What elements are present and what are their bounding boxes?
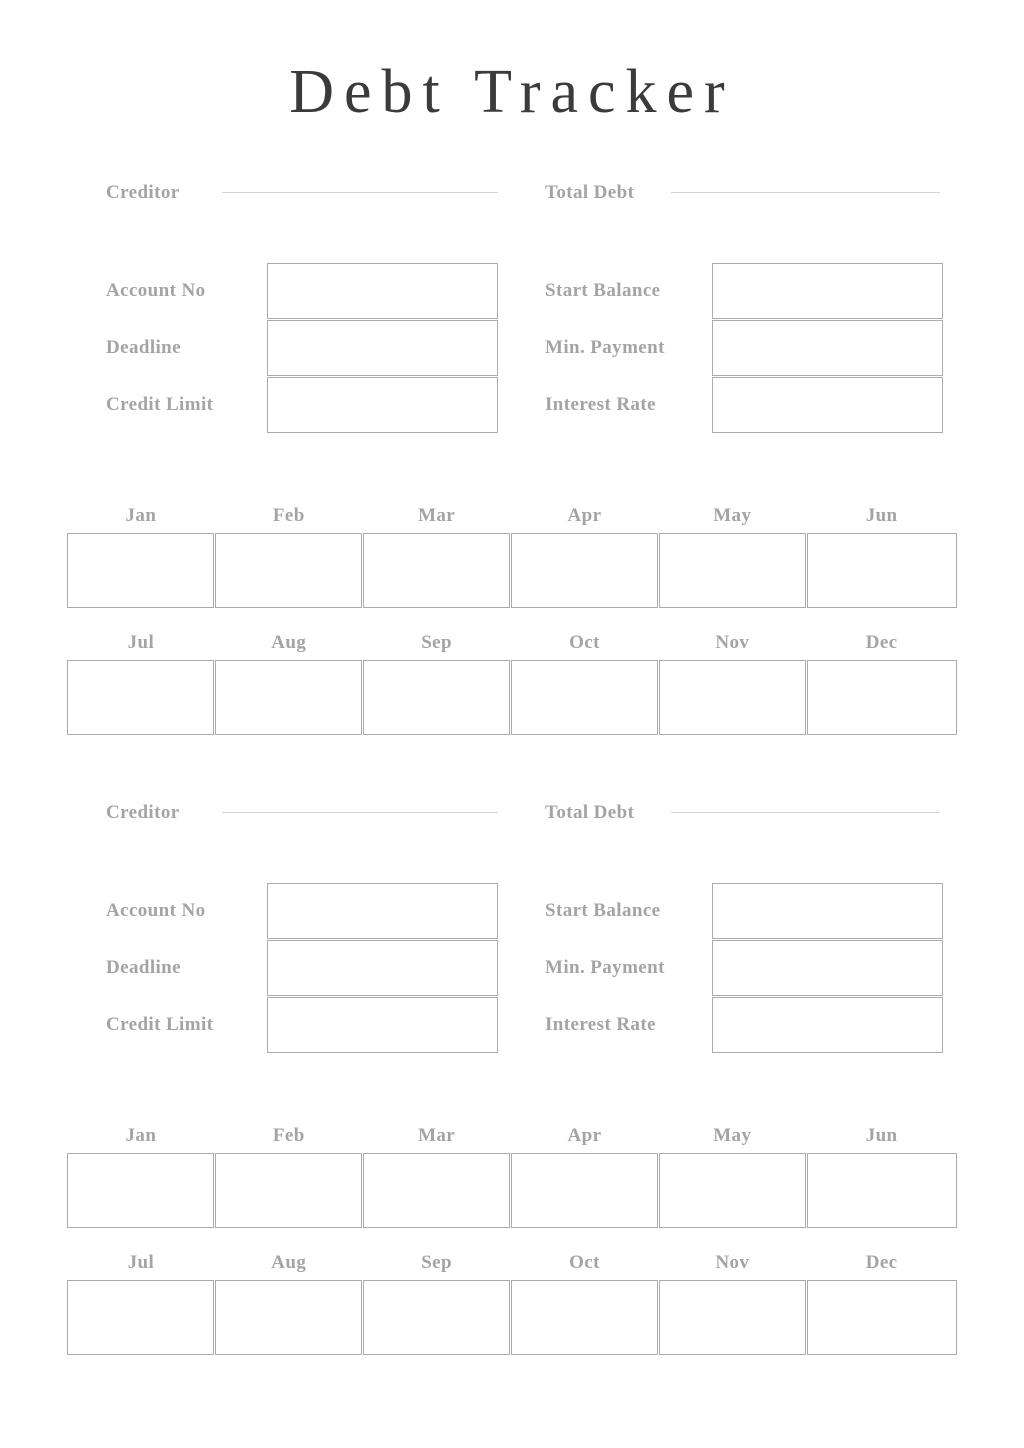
month-cell-nov[interactable] <box>659 1280 806 1355</box>
account-no-input[interactable] <box>267 263 498 319</box>
month-label-apr: Apr <box>567 1125 602 1146</box>
interest-rate-input[interactable] <box>712 377 943 433</box>
month-label-oct: Oct <box>569 1252 600 1273</box>
total-debt-field-group <box>545 800 940 840</box>
month-label-mar: Mar <box>418 1125 456 1146</box>
month-cell-oct[interactable] <box>511 1280 658 1355</box>
debt-entry-section-1 <box>0 180 1024 437</box>
month-label-may: May <box>713 505 752 526</box>
creditor-label: Creditor <box>106 182 180 203</box>
month-cell-jul[interactable] <box>67 1280 214 1355</box>
total-debt-input-line[interactable] <box>671 192 940 193</box>
month-header-row <box>67 1252 957 1280</box>
creditor-field-group <box>106 800 498 840</box>
month-cell-jan[interactable] <box>67 533 214 608</box>
month-cell-may[interactable] <box>659 1153 806 1228</box>
month-label-jun: Jun <box>865 505 898 526</box>
deadline-label: Deadline <box>106 957 181 978</box>
month-cell-jun[interactable] <box>807 1153 957 1228</box>
month-cell-dec[interactable] <box>807 660 957 735</box>
total-debt-label: Total Debt <box>545 182 635 203</box>
total-debt-input-line[interactable] <box>671 812 940 813</box>
month-label-may: May <box>713 1125 752 1146</box>
start-balance-label: Start Balance <box>545 900 661 921</box>
credit-limit-input[interactable] <box>267 377 498 433</box>
month-cell-row <box>67 660 957 735</box>
month-label-dec: Dec <box>865 632 898 653</box>
month-cell-jul[interactable] <box>67 660 214 735</box>
month-label-feb: Feb <box>272 1125 305 1146</box>
account-no-input[interactable] <box>267 883 498 939</box>
debt-entry-section-2 <box>0 800 1024 1057</box>
creditor-input-line[interactable] <box>222 192 498 193</box>
total-debt-field-group <box>545 180 940 220</box>
month-cell-nov[interactable] <box>659 660 806 735</box>
month-cell-aug[interactable] <box>215 1280 362 1355</box>
min-payment-input[interactable] <box>712 320 943 376</box>
month-label-nov: Nov <box>715 632 750 653</box>
month-label-mar: Mar <box>418 505 456 526</box>
month-label-aug: Aug <box>271 1252 307 1273</box>
month-label-jul: Jul <box>127 632 155 653</box>
month-cell-row <box>67 533 957 608</box>
min-payment-input[interactable] <box>712 940 943 996</box>
month-label-sep: Sep <box>421 632 452 653</box>
month-cell-may[interactable] <box>659 533 806 608</box>
month-grid-2-second-half <box>0 1252 1024 1355</box>
month-header-row <box>67 1125 957 1153</box>
month-label-aug: Aug <box>271 632 307 653</box>
month-cell-row <box>67 1280 957 1355</box>
month-header-row <box>67 505 957 533</box>
deadline-input[interactable] <box>267 320 498 376</box>
month-cell-oct[interactable] <box>511 660 658 735</box>
interest-rate-label: Interest Rate <box>545 1014 656 1035</box>
month-grid-2-first-half <box>0 1125 1024 1228</box>
deadline-label: Deadline <box>106 337 181 358</box>
month-cell-dec[interactable] <box>807 1280 957 1355</box>
month-label-jan: Jan <box>125 1125 157 1146</box>
month-label-jul: Jul <box>127 1252 155 1273</box>
min-payment-label: Min. Payment <box>545 337 665 358</box>
month-grid-1-first-half <box>0 505 1024 608</box>
creditor-field-group <box>106 180 498 220</box>
start-balance-input[interactable] <box>712 883 943 939</box>
month-label-sep: Sep <box>421 1252 452 1273</box>
account-no-label: Account No <box>106 280 206 301</box>
credit-limit-input[interactable] <box>267 997 498 1053</box>
month-label-nov: Nov <box>715 1252 750 1273</box>
month-cell-sep[interactable] <box>363 660 510 735</box>
creditor-input-line[interactable] <box>222 812 498 813</box>
month-label-oct: Oct <box>569 632 600 653</box>
interest-rate-label: Interest Rate <box>545 394 656 415</box>
creditor-total-row <box>0 180 1024 224</box>
month-cell-apr[interactable] <box>511 1153 658 1228</box>
min-payment-label: Min. Payment <box>545 957 665 978</box>
credit-limit-label: Credit Limit <box>106 1014 214 1035</box>
deadline-input[interactable] <box>267 940 498 996</box>
month-cell-apr[interactable] <box>511 533 658 608</box>
month-cell-feb[interactable] <box>215 533 362 608</box>
month-cell-mar[interactable] <box>363 533 510 608</box>
month-cell-mar[interactable] <box>363 1153 510 1228</box>
month-cell-sep[interactable] <box>363 1280 510 1355</box>
month-label-jan: Jan <box>125 505 157 526</box>
detail-fields-row <box>0 883 1024 1057</box>
creditor-label: Creditor <box>106 802 180 823</box>
month-label-dec: Dec <box>865 1252 898 1273</box>
creditor-total-row <box>0 800 1024 844</box>
start-balance-label: Start Balance <box>545 280 661 301</box>
month-cell-row <box>67 1153 957 1228</box>
month-header-row <box>67 632 957 660</box>
month-cell-jan[interactable] <box>67 1153 214 1228</box>
month-cell-aug[interactable] <box>215 660 362 735</box>
month-cell-jun[interactable] <box>807 533 957 608</box>
interest-rate-input[interactable] <box>712 997 943 1053</box>
detail-fields-row <box>0 263 1024 437</box>
start-balance-input[interactable] <box>712 263 943 319</box>
total-debt-label: Total Debt <box>545 802 635 823</box>
month-label-apr: Apr <box>567 505 602 526</box>
month-grid-1-second-half <box>0 632 1024 735</box>
account-no-label: Account No <box>106 900 206 921</box>
credit-limit-label: Credit Limit <box>106 394 214 415</box>
month-label-feb: Feb <box>272 505 305 526</box>
month-cell-feb[interactable] <box>215 1153 362 1228</box>
month-label-jun: Jun <box>865 1125 898 1146</box>
page-title: Debt Tracker <box>289 58 735 126</box>
